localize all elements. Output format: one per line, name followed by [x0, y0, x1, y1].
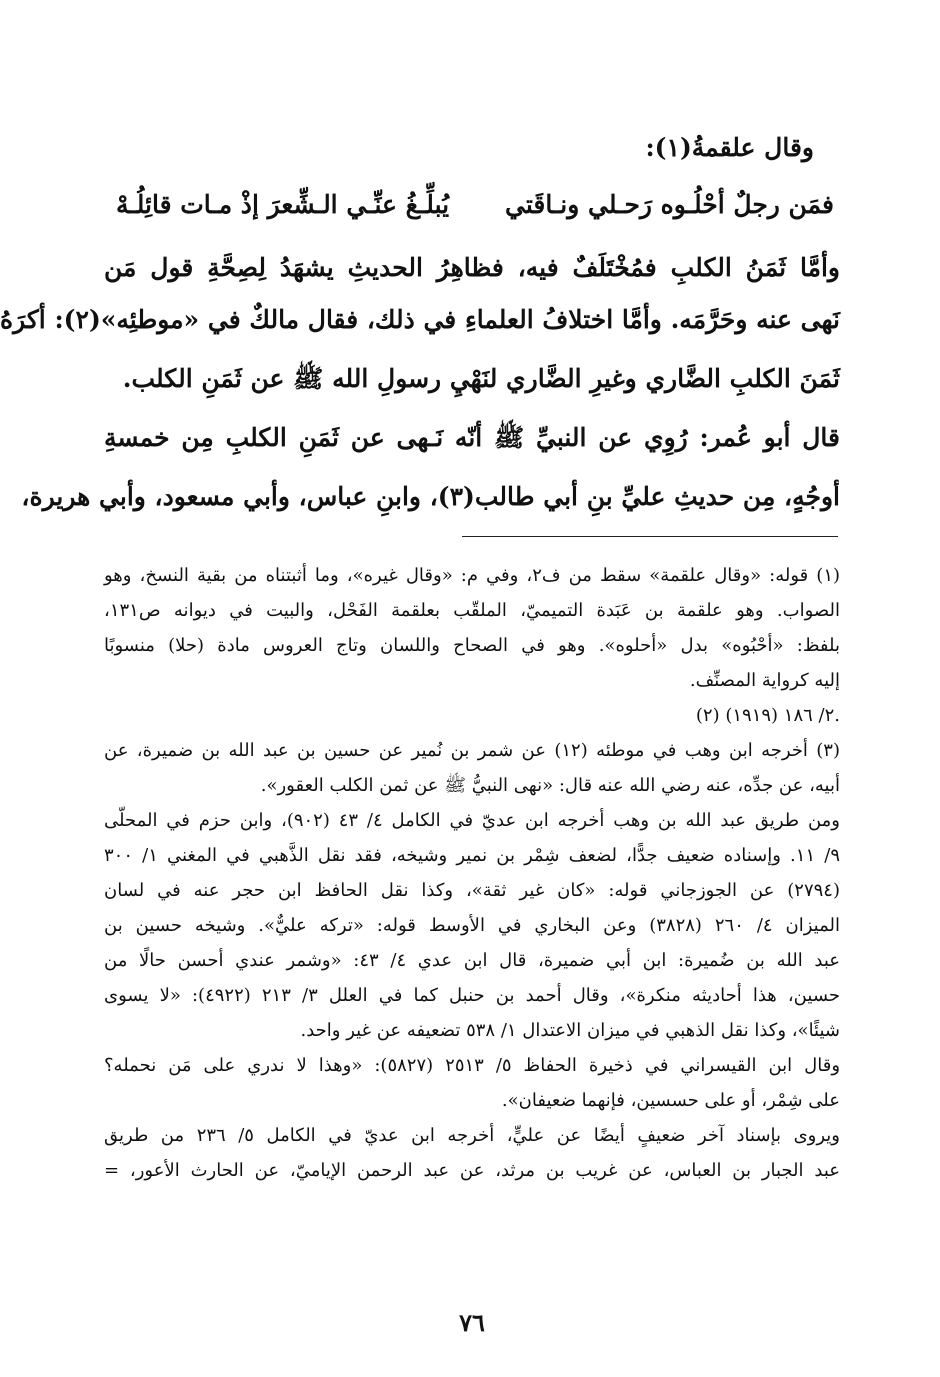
body-paragraph-line-2: نَهى عنه وحَرَّمَه. وأمَّا اختلافُ العلماءِ في ذلك، فقال مالكٌ في «موطئِه»(٢): أكرَهُ [0, 305, 840, 334]
footnote-line-6: (٣) أخرجه ابن وهب في موطئه (١٢) عن شمر بن نُمير عن حسين بن عبد الله بن ضميرة، عن [104, 740, 840, 761]
poem-second-hemistich: يُبلِّـغُ عنِّـي الـشِّعرَ إذْ مـات قائِلُـهْ [116, 190, 450, 219]
footnote-separator [462, 536, 838, 537]
body-paragraph-line-1: وأمَّا ثَمَنُ الكلبِ فمُخْتَلَفٌ فيه، فظاهِرُ الحديثِ يشهَدُ لِصِحَّةِ قول مَن [104, 253, 840, 282]
footnote-line-4: إليه كرواية المصنِّف. [689, 670, 840, 691]
footnote-line-9: ٩/ ١١. وإسناده ضعيف جدًّا، لضعف شِمْر بن نمير وشيخه، فقد نقل الذَّهبي في المغني ١/ ٣٠٠ [104, 845, 840, 866]
page-number: ٧٦ [459, 1308, 485, 1337]
footnote-line-16: على شِمْر، أو على حسسين، فإنهما ضعيفان». [501, 1090, 840, 1111]
footnote-line-12: عبد الله بن ضُميرة: ابن أبي ضميرة، قال ابن عدي ٤/ ٤٣: «وشمر عندي أحسن حالًا من [104, 950, 841, 971]
body-paragraph-line-4: قال أبو عُمر: رُوِي عن النبيِّ ﷺ أنّه نَـهى عن ثَمَنِ الكلبِ مِن خمسةِ [104, 423, 840, 452]
footnote-line-8: ومن طريق عبد الله بن وهب أخرجه ابن عديّ في الكامل ٤/ ٤٣ (٩٠٢)، وابن حزم في المحلّى [104, 810, 840, 831]
footnote-line-10: (٢٧٩٤) عن الجوزجاني قوله: «كان غير ثقة»، وكذا نقل الحافظ ابن حجر عنه في لسان [104, 880, 840, 901]
body-paragraph-line-3: ثَمَنَ الكلبِ الضَّاري وغيرِ الضَّاري لنَهْيِ رسولِ الله ﷺ عن ثَمَنِ الكلب. [122, 364, 840, 393]
quotation-heading: وقال علقمةُ(١): [645, 133, 814, 162]
footnote-line-18: عبد الجبار بن العباس، عن غريب بن مرثد، عن عبد الرحمن الإياميّ، عن الحارث الأعور، = [104, 1160, 840, 1181]
footnote-line-3: بلفظ: «أحْبُوه» بدل «أحلوه». وهو في الصحاح واللسان وتاج العروس مادة (حلا) منسوبًا [104, 635, 840, 656]
footnote-line-11: الميزان ٤/ ٢٦٠ (٣٨٢٨) وعن البخاري في الأوسط قوله: «تركه عليٌّ». وشيخه حسين بن [104, 915, 840, 936]
body-paragraph-line-5: أوجُهٍ، مِن حديثِ عليِّ بنِ أبي طالب(٣)، وابنِ عباس، وأبي مسعود، وأبي هريرة، [21, 482, 840, 511]
footnote-line-5: (٢) ٢/ ١٨٦ (١٩١٩). [695, 705, 840, 726]
poem-first-hemistich: فمَن رجلٌ أحْلُـوه رَحـلي ونـاقَتي [505, 190, 834, 219]
poem-verse [116, 190, 834, 230]
footnote-line-15: وقال ابن القيسراني في ذخيرة الحفاظ ٥/ ٢٥١٣ (٥٨٢٧): «وهذا لا ندري على مَن نحمله؟ [104, 1055, 841, 1076]
footnote-line-7: أبيه، عن جدِّه، عنه رضي الله عنه قال: «نهى النبيُّ ﷺ عن ثمن الكلب العقور». [260, 775, 840, 796]
footnote-line-17: ويروى بإسناد آخر ضعيفٍ أيضًا عن عليٍّ، أخرجه ابن عديّ في الكامل ٥/ ٢٣٦ من طريق [104, 1125, 840, 1146]
footnote-line-1: (١) قوله: «وقال علقمة» سقط من ف٢، وفي م: «وقال غيره»، وما أثبتناه من بقية النسخ، وهو [104, 565, 841, 586]
footnote-line-14: شيئًا»، وكذا نقل الذهبي في ميزان الاعتدال ١/ ٥٣٨ تضعيفه عن غير واحد. [300, 1020, 840, 1041]
footnote-line-13: حسين، هذا أحاديثه منكرة»، وقال أحمد بن حنبل كما في العلل ٣/ ٢١٣ (٤٩٢٢): «لا يسوى [104, 985, 840, 1006]
footnote-line-2: الصواب. وهو علقمة بن عَبَدة التميميّ، الملقّب بعلقمة الفَحْل، والبيت في ديوانه ص١٣١، [104, 600, 840, 621]
